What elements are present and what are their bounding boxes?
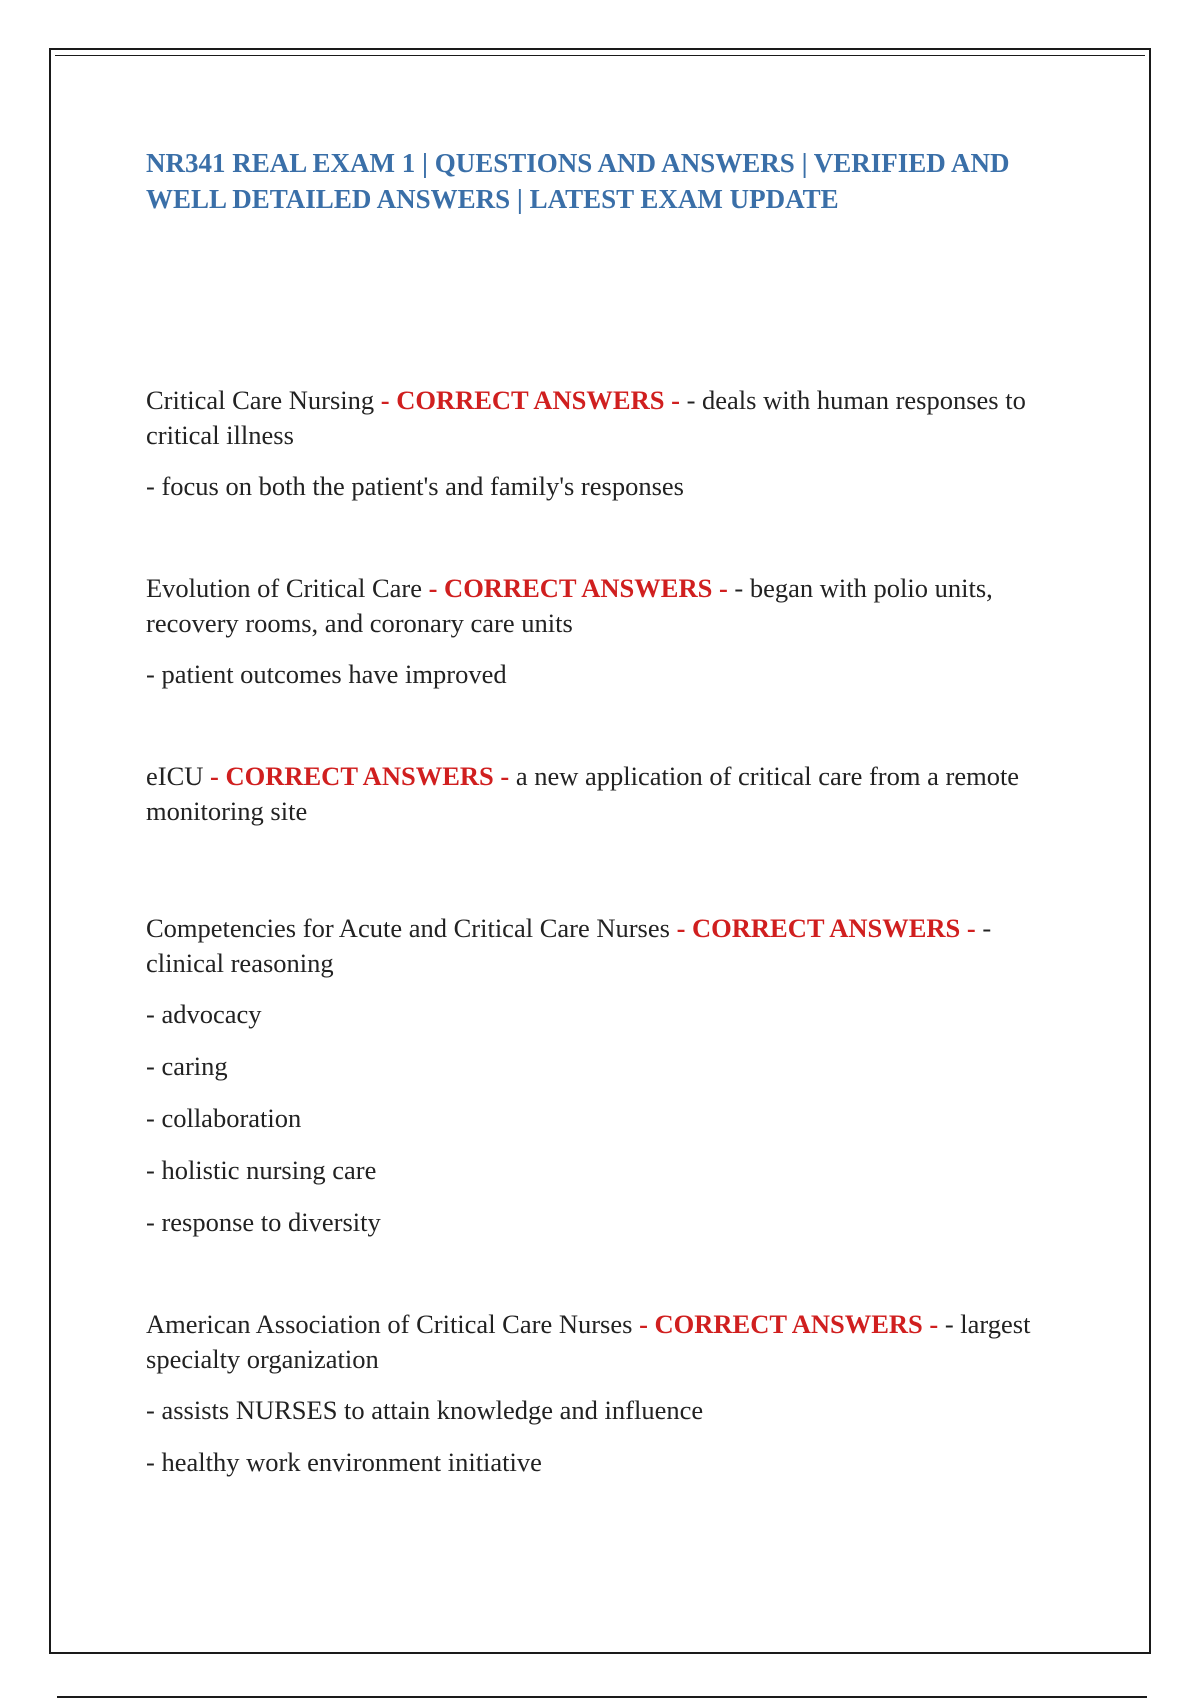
- qa-entry: [146, 911, 1066, 1240]
- document-title: NR341 REAL EXAM 1 | QUESTIONS AND ANSWERS | VERIFIED AND WELL DETAILED ANSWERS | LATEST EXAM UPDATE: [146, 148, 1010, 214]
- qa-bullet: - caring: [146, 1051, 228, 1081]
- qa-term: eICU: [146, 761, 204, 791]
- qa-question: [146, 383, 1066, 453]
- qa-term: American Association of Critical Care Nurses: [146, 1309, 633, 1339]
- qa-question: [146, 1307, 1066, 1377]
- correct-answers-marker: - CORRECT ANSWERS -: [380, 385, 680, 415]
- qa-question: [146, 759, 1066, 829]
- qa-answer: - began with polio units, recovery rooms, and coronary care units: [146, 573, 993, 638]
- next-page-rule: [57, 1696, 1147, 1698]
- qa-list: [146, 383, 1066, 1547]
- qa-bullet: - collaboration: [146, 1103, 302, 1133]
- qa-entry: [146, 571, 1066, 692]
- qa-entry: [146, 759, 1066, 829]
- qa-entry: [146, 383, 1066, 504]
- top-double-rule: [55, 55, 1145, 56]
- qa-term: Evolution of Critical Care: [146, 573, 422, 603]
- qa-question: [146, 911, 1066, 981]
- qa-answer: - deals with human responses to critical illness: [146, 385, 1026, 450]
- qa-bullet: - healthy work environment initiative: [146, 1447, 542, 1477]
- qa-answer: a new application of critical care from a remote monitoring site: [146, 761, 1020, 826]
- qa-question: [146, 571, 1066, 641]
- correct-answers-marker: - CORRECT ANSWERS -: [210, 761, 510, 791]
- qa-bullet: - response to diversity: [146, 1207, 381, 1237]
- qa-bullet: - advocacy: [146, 999, 262, 1029]
- qa-entry: [146, 1307, 1066, 1480]
- qa-bullet: - focus on both the patient's and family's responses: [146, 471, 684, 501]
- qa-bullet: - assists NURSES to attain knowledge and influence: [146, 1395, 704, 1425]
- qa-answer: - clinical reasoning: [146, 913, 992, 978]
- qa-bullet: - holistic nursing care: [146, 1155, 377, 1185]
- qa-term: Competencies for Acute and Critical Care Nurses: [146, 913, 670, 943]
- qa-term: Critical Care Nursing: [146, 385, 375, 415]
- correct-answers-marker: - CORRECT ANSWERS -: [639, 1309, 939, 1339]
- qa-bullet: - patient outcomes have improved: [146, 659, 507, 689]
- correct-answers-marker: - CORRECT ANSWERS -: [676, 913, 976, 943]
- correct-answers-marker: - CORRECT ANSWERS -: [428, 573, 728, 603]
- qa-answer: - largest specialty organization: [146, 1309, 1031, 1374]
